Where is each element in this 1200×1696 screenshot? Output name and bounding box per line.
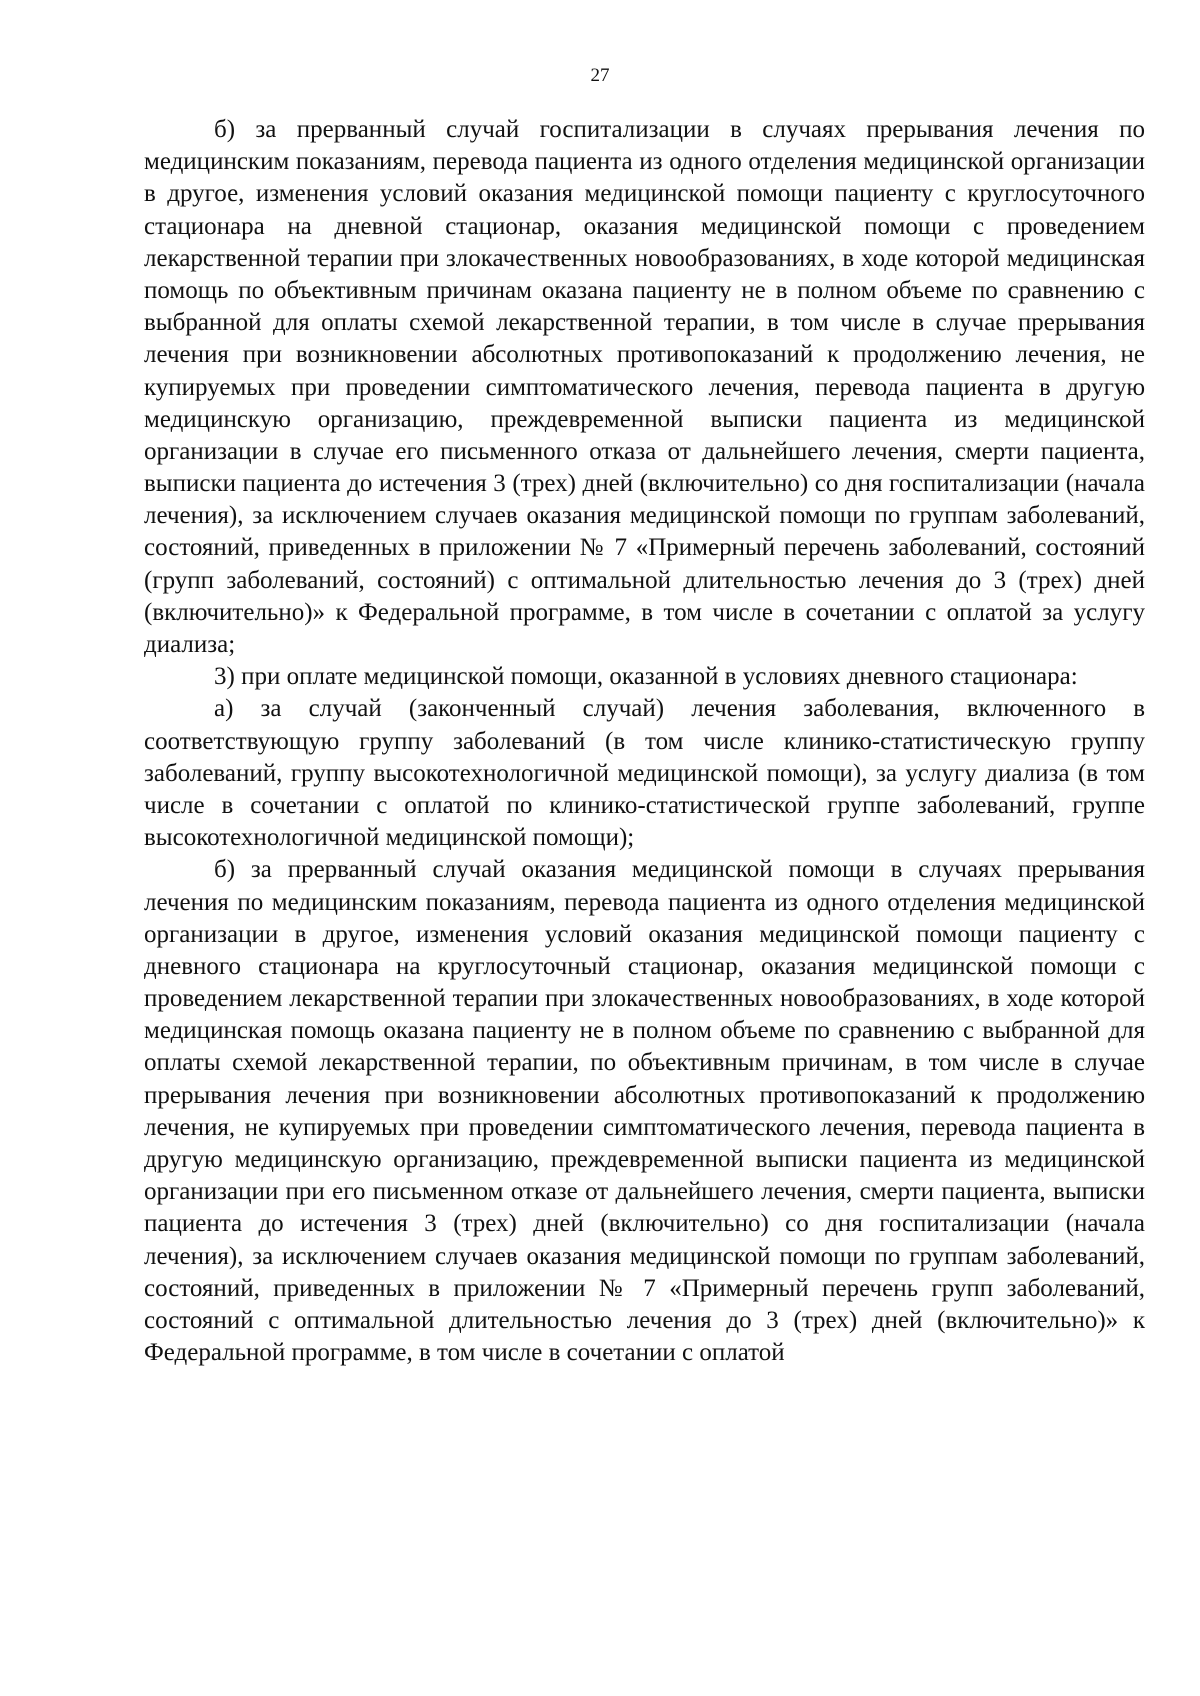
document-body	[144, 114, 1145, 1369]
paragraph-3a-completed-case: а) за случай (законченный случай) лечения заболевания, включенного в соответствующую группу заболеваний (в том числе клинико-статистическую группу заболеваний, группу высокотехнологичной медицинской помощи), за услугу диализа (в том числе в сочетании с оплатой по клинико-статистической группе заболеваний, группе высокотехнологичной медицинской помощи);	[144, 695, 1145, 852]
paragraph-2b-interrupted-hospitalization: б) за прерванный случай госпитализации в случаях прерывания лечения по медицинским показаниям, перевода пациента из одного отделения медицинской организации в другое, изменения условий оказания медицинской помощи пациенту с круглосуточного стационара на дневной стационар, оказания медицинской помощи с проведением лекарственной терапии при злокачественных новообразованиях, в ходе которой медицинская помощь по объективным причинам оказана пациенту не в полном объеме по сравнению с выбранной для оплаты схемой лекарственной терапии, в том числе в случае прерывания лечения при возникновении абсолютных противопоказаний к продолжению лечения, не купируемых при проведении симптоматического лечения, перевода пациента в другую медицинскую организацию, преждевременной выписки пациента из медицинской организации в случае его письменного отказа от дальнейшего лечения, смерти пациента, выписки пациента до истечения 3 (трех) дней (включительно) со дня госпитализации (начала лечения), за исключением случаев оказания медицинской помощи по группам заболеваний, состояний, приведенных в приложении № 7 «Примерный перечень заболеваний, состояний (групп заболеваний, состояний) с оптимальной длительностью лечения до 3 (трех) дней (включительно)» к Федеральной программе, в том числе в сочетании с оплатой за услугу диализа;	[144, 116, 1145, 658]
paragraph-3-day-hospital-payment: 3) при оплате медицинской помощи, оказанной в условиях дневного стационара:	[214, 663, 1078, 691]
page-number: 27	[590, 65, 610, 86]
paragraph-3b-interrupted-case: б) за прерванный случай оказания медицинской помощи в случаях прерывания лечения по медицинским показаниям, перевода пациента из одного отделения медицинской организации в другое, изменения условий оказания медицинской помощи пациенту с дневного стационара на круглосуточный стационар, оказания медицинской помощи с проведением лекарственной терапии при злокачественных новообразованиях, в ходе которой медицинская помощь оказана пациенту не в полном объеме по сравнению с выбранной для оплаты схемой лекарственной терапии, по объективным причинам, в том числе в случае прерывания лечения при возникновении абсолютных противопоказаний к продолжению лечения, не купируемых при проведении симптоматического лечения, перевода пациента в другую медицинскую организацию, преждевременной выписки пациента из медицинской организации при его письменном отказе от дальнейшего лечения, смерти пациента, выписки пациента до истечения 3 (трех) дней (включительно) со дня госпитализации (начала лечения), за исключением случаев оказания медицинской помощи по группам заболеваний, состояний, приведенных в приложении № 7 «Примерный перечень групп заболеваний, состояний с оптимальной длительностью лечения до 3 (трех) дней (включительно)» к Федеральной программе, в том числе в сочетании с оплатой	[144, 856, 1145, 1367]
